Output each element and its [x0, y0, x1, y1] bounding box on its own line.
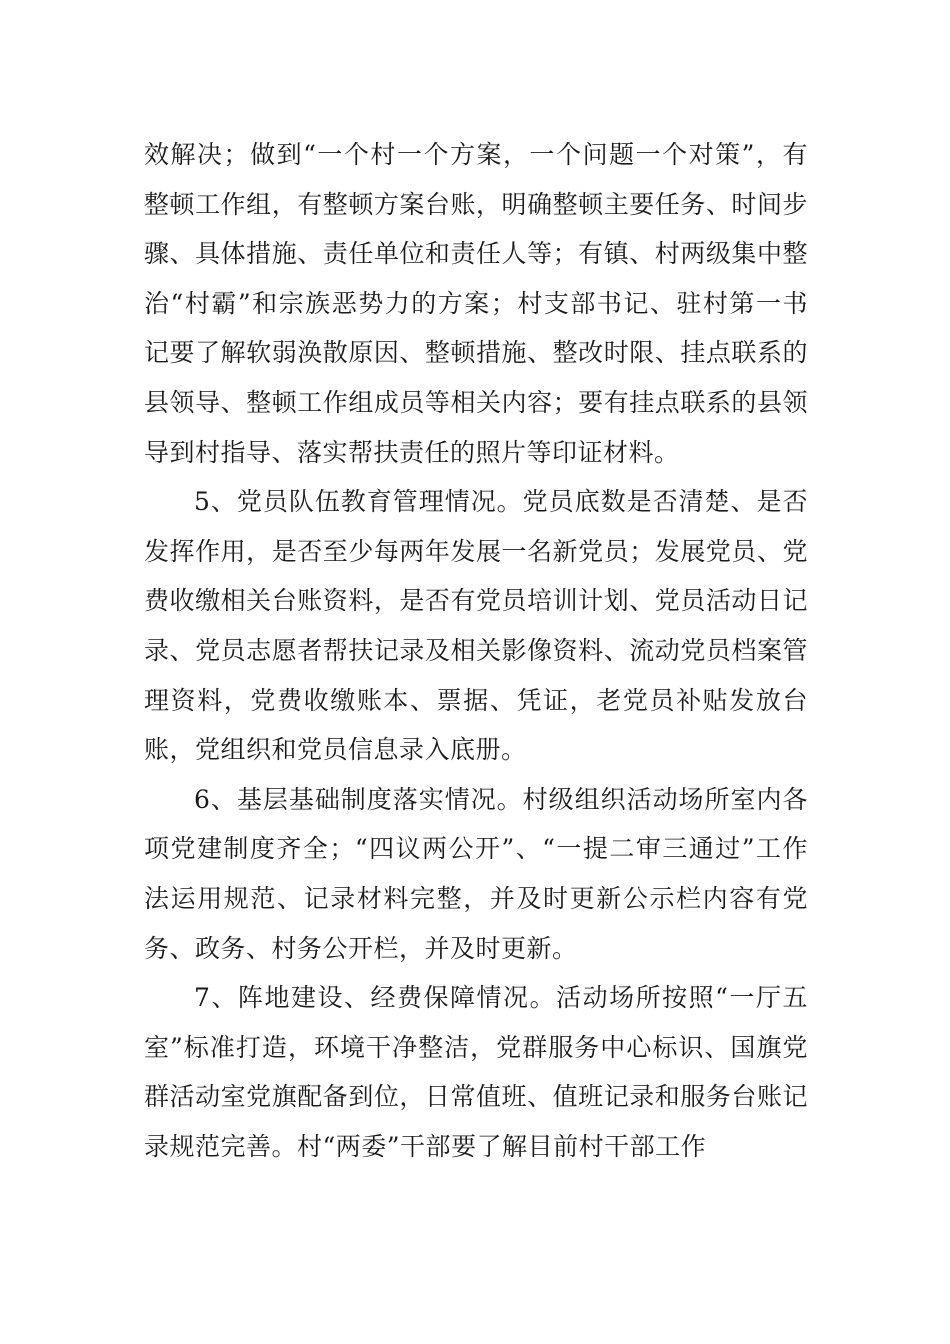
paragraph-party-member-education: 5、党员队伍教育管理情况。党员底数是否清楚、是否发挥作用，是否至少每两年发展一名新党员；发展党员、党费收缴相关台账资料，是否有党员培训计划、党员活动日记录、党员志愿者帮扶记录及相关影像资料、流动党员档案管理资料，党费收缴账本、票据、凭证，老党员补贴发放台账，党组织和党员信息录入底册。: [144, 487, 808, 765]
paragraph-position-building: 7、阵地建设、经费保障情况。活动场所按照“一厅五室”标准打造，环境干净整洁，党群服务中心标识、国旗党群活动室党旗配备到位，日常值班、值班记录和服务台账记录规范完善。村“两委”干部要了解目前村干部工作: [144, 983, 808, 1161]
paragraph-grassroots-system: 6、基层基础制度落实情况。村级组织活动场所室内各项党建制度齐全；“四议两公开”、“一提二审三通过”工作法运用规范、记录材料完整，并及时更新公示栏内容有党务、政务、村务公开栏，并及时更新。: [144, 784, 808, 963]
paragraph-continuation: 效解决；做到“一个村一个方案，一个问题一个对策”，有整顿工作组，有整顿方案台账，明确整顿主要任务、时间步骤、具体措施、责任单位和责任人等；有镇、村两级集中整治“村霸”和宗族恶势力的方案；村支部书记、驻村第一书记要了解软弱涣散原因、整顿措施、整改时限、挂点联系的县领导、整顿工作组成员等相关内容；要有挂点联系的县领导到村指导、落实帮扶责任的照片等印证材料。: [144, 140, 808, 467]
document-body: [144, 130, 808, 1171]
